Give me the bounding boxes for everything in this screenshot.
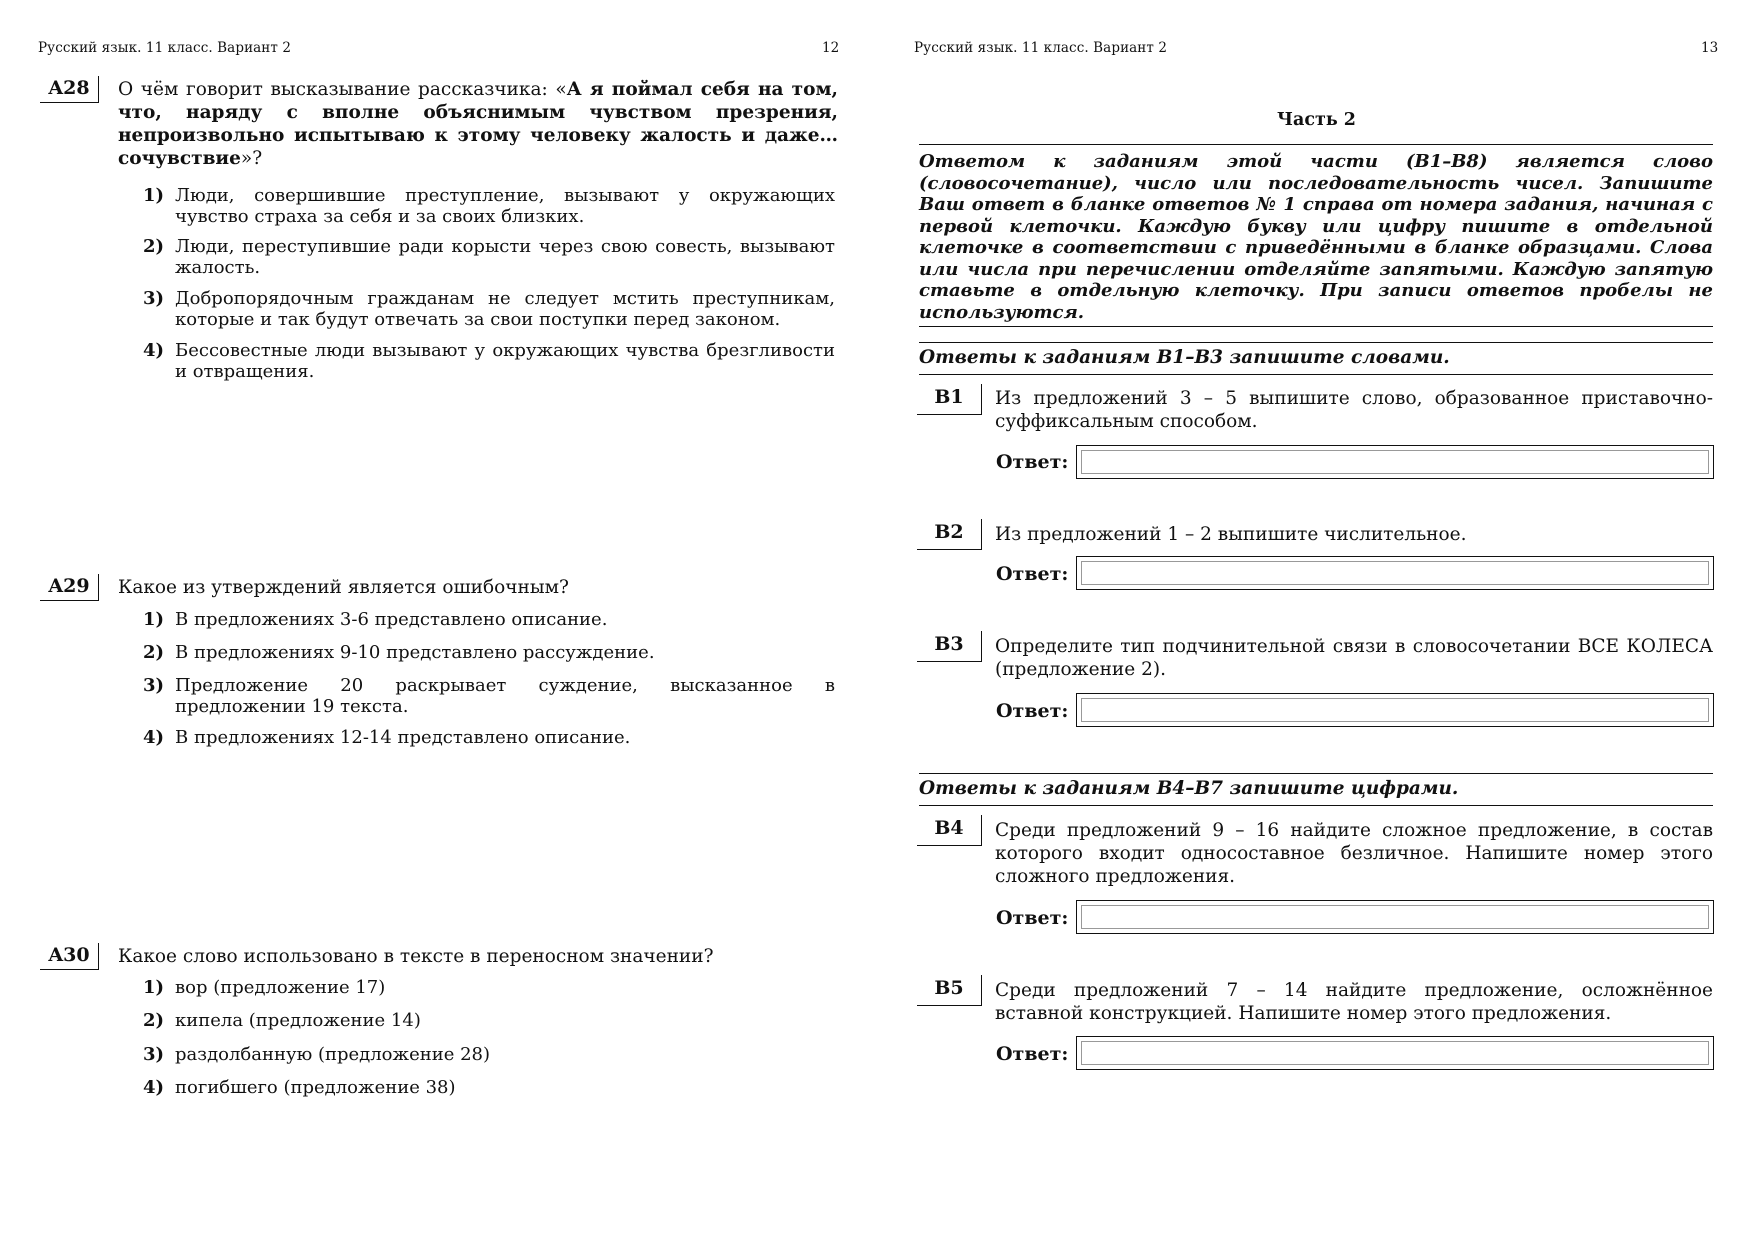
answer-option[interactable]: 3) Добропорядочным гражданам не следует мстить преступникам, которые и так будут отвечать за свои поступки перед законом. <box>143 288 835 330</box>
task-text-b2: Из предложений 1 – 2 выпишите числительное. <box>995 524 1467 545</box>
answer-option[interactable]: 1) Люди, совершившие преступление, вызывают у окружающих чувство страха за себя и за своих близких. <box>143 185 835 227</box>
task-text-b5: Среди предложений 7 – 14 найдите предложение, осложнённое вставной конструкцией. Напишите номер этого предложения. <box>995 980 1713 1024</box>
part-instructions: Ответом к заданиям этой части (В1–В8) является слово (словосочетание), число или последовательность чисел. Запишите Ваш ответ в бланке ответов № 1 справа от номера задания, начиная с первой клеточки. Каждую букву или цифру пишите в отдельной клеточке в соответствии с приведёнными в бланке образцами. Слова или числа при перечислении отделяйте запятыми. Каждую запятую ставьте в отдельную клеточку. При записи ответов пробелы не используются. <box>919 151 1713 323</box>
task-label-b5: B5 <box>917 975 982 1006</box>
question-label-a29: A29 <box>40 574 99 601</box>
answer-option[interactable]: 2) В предложениях 9-10 представлено рассуждение. <box>143 642 655 663</box>
task-text-b4: Среди предложений 9 – 16 найдите сложное предложение, в состав которого входит односоставное безличное. Напишите номер этого сложного предложения. <box>995 820 1713 887</box>
answer-option[interactable]: 1) В предложениях 3-6 представлено описание. <box>143 609 608 630</box>
answer-field-b4[interactable] <box>1076 900 1714 934</box>
divider <box>919 773 1713 774</box>
question-text-a28: О чём говорит высказывание рассказчика: «А я поймал себя на том, что, наряду с вполне объяснимым чувством презрения, непроизвольно испытываю к этому человеку жалость и даже… сочувствие»? <box>118 79 838 169</box>
answer-label: Ответ: <box>996 563 1069 585</box>
page-number: 12 <box>822 40 840 56</box>
answer-field-b2[interactable] <box>1076 556 1714 590</box>
answer-option[interactable]: 4) В предложениях 12-14 представлено описание. <box>143 727 631 748</box>
divider <box>919 326 1713 327</box>
answer-label: Ответ: <box>996 700 1069 722</box>
answer-option[interactable]: 3) Предложение 20 раскрывает суждение, высказанное в предложении 19 текста. <box>143 675 835 717</box>
divider <box>919 805 1713 806</box>
question-text-a30: Какое слово использовано в тексте в переносном значении? <box>118 946 714 967</box>
question-label-a28: A28 <box>40 76 99 103</box>
task-label-b1: B1 <box>917 384 982 415</box>
section-instruction-words: Ответы к заданиям В1–В3 запишите словами. <box>919 347 1450 368</box>
answer-option[interactable]: 2) Люди, переступившие ради корысти через свою совесть, вызывают жалость. <box>143 236 835 278</box>
page-header: Русский язык. 11 класс. Вариант 2 <box>914 40 1168 56</box>
part-title: Часть 2 <box>1277 110 1356 130</box>
page-number: 13 <box>1701 40 1719 56</box>
answer-label: Ответ: <box>996 907 1069 929</box>
answer-option[interactable]: 4) погибшего (предложение 38) <box>143 1077 456 1098</box>
task-label-b3: B3 <box>917 631 982 662</box>
task-label-b2: B2 <box>917 519 982 550</box>
answer-label: Ответ: <box>996 451 1069 473</box>
question-label-a30: A30 <box>40 943 99 970</box>
divider <box>919 374 1713 375</box>
answer-label: Ответ: <box>996 1043 1069 1065</box>
section-instruction-digits: Ответы к заданиям В4–В7 запишите цифрами. <box>919 778 1459 799</box>
right-page <box>877 0 1754 1239</box>
answer-field-b3[interactable] <box>1076 693 1714 727</box>
task-label-b4: B4 <box>917 815 982 846</box>
task-text-b3: Определите тип подчинительной связи в словосочетании ВСЕ КОЛЕСА (предложение 2). <box>995 636 1713 680</box>
divider <box>919 342 1713 343</box>
answer-option[interactable]: 1) вор (предложение 17) <box>143 977 386 998</box>
page-header: Русский язык. 11 класс. Вариант 2 <box>38 40 292 56</box>
answer-field-b1[interactable] <box>1076 445 1714 479</box>
task-text-b1: Из предложений 3 – 5 выпишите слово, образованное приставочно-суффиксальным способом. <box>995 388 1713 432</box>
question-text-a29: Какое из утверждений является ошибочным? <box>118 577 569 598</box>
answer-option[interactable]: 4) Бессовестные люди вызывают у окружающих чувства брезгливости и отвращения. <box>143 340 835 382</box>
answer-option[interactable]: 2) кипела (предложение 14) <box>143 1010 421 1031</box>
answer-field-b5[interactable] <box>1076 1036 1714 1070</box>
divider <box>919 144 1713 145</box>
answer-option[interactable]: 3) раздолбанную (предложение 28) <box>143 1044 491 1065</box>
